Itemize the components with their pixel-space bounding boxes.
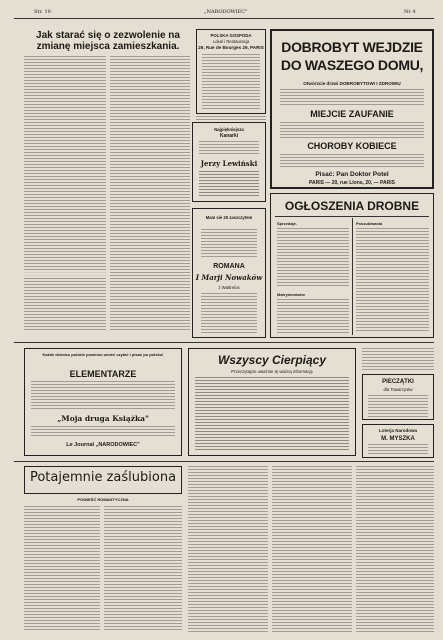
article-headline-line1: Jak starać się o zezwolenie na (36, 30, 180, 41)
ad-kanarki-line2: Kanarki (219, 133, 239, 139)
ad-romana-text-2 (201, 293, 257, 333)
ad-polska-address: 29, Rue de Bourges 29, PARIS (198, 45, 264, 50)
classifieds-search-head: Poszukiwania (356, 221, 383, 226)
ad-pieczatki (362, 374, 434, 420)
serial-rule (14, 461, 434, 462)
ad-dobrobyt-title1: DOBROBYT WEJDZIE (281, 39, 423, 55)
wszyscy-sub: Przeczytajcie uważnie tę ważną informację (231, 369, 313, 374)
loterja-title: Loterja Narodowa (378, 428, 417, 433)
classifieds-matrimonial-head: Matrymonialne (277, 292, 306, 297)
serial-column-2 (104, 506, 182, 632)
ad-romana-name1: ROMANA (213, 263, 245, 270)
serial-column-1 (24, 506, 100, 632)
ad-dobrobyt-trust: MIEJCIE ZAUFANIE (310, 109, 394, 119)
wszyscy-title: Wszyscy Cierpiący (217, 353, 327, 367)
page-number: Str. 10 (34, 9, 51, 15)
ad-romana-place: z Wattrelos (218, 285, 240, 290)
classifieds-sell-text (277, 228, 349, 288)
classifieds-title: OGŁOSZENIA DROBNE (284, 199, 420, 213)
ad-dobrobyt-text-1 (280, 89, 424, 105)
elementarze-title: ELEMENTARZE (69, 369, 137, 379)
ad-dobrobyt-text-3 (280, 154, 424, 168)
serial-subtitle: POWIEŚĆ ROMANTYCZNA (77, 497, 129, 502)
wszyscy-text (195, 377, 349, 451)
right-column-text (362, 348, 434, 370)
elementarze-notice: Każde dziecko polskie powinno umieć czytać i pisać po polsku! (42, 352, 164, 357)
elementarze-text (31, 381, 175, 411)
pieczatki-text (368, 395, 428, 417)
ad-dobrobyt-cures: CHOROBY KOBIECE (307, 141, 397, 151)
ad-romana-name2: I Marji Nowaków (195, 273, 263, 282)
elementarze-journal: Le Journal „NARODOWIEC" (66, 442, 140, 448)
ad-dobrobyt-doctor: Pisać: Pan Doktor Potel (315, 171, 389, 178)
classifieds-divider (352, 218, 353, 335)
section-rule (14, 342, 434, 343)
article-column-2 (110, 56, 190, 331)
ad-kanarki-text (199, 141, 259, 155)
loterja-text (368, 444, 428, 456)
ad-kanarki-name: Jerzy Lewiński (200, 159, 258, 168)
ad-polska-title: POLSKA GOSPODA (210, 33, 252, 38)
ad-dobrobyt (270, 29, 434, 189)
classifieds-search-text (356, 228, 429, 332)
ad-polska-sub: Lokal i Restauracja (212, 39, 250, 44)
article-headline (24, 30, 192, 52)
ad-romana (192, 208, 266, 338)
pieczatki-sub: dla Towarzystw (383, 387, 413, 392)
elementarze-text-2 (31, 426, 175, 438)
ad-dobrobyt-address: PARIS — 20, rue Lions, 20, — PARIS (309, 180, 395, 186)
serial-column-4 (272, 466, 352, 632)
ad-romana-pre: Mam sie 25 zaszczytem (205, 215, 253, 220)
serial-column-3 (188, 466, 268, 632)
classifieds-rule (275, 216, 429, 217)
classifieds-sell-head: Sprzedaje. (277, 221, 298, 226)
ad-kanarki-line1: Najpiękniejsza (214, 127, 244, 132)
article-gap (24, 272, 106, 276)
classifieds-matrimonial-text (277, 299, 349, 333)
ad-wszyscy-cierpiacy (188, 348, 356, 456)
paper-name: „NARODOWIEC" (204, 9, 248, 15)
serial-title-box (24, 466, 182, 494)
issue-number: Nr 4 (404, 9, 416, 15)
ad-dobrobyt-text-2 (280, 122, 424, 138)
ad-dobrobyt-title2: DO WASZEGO DOMU, (280, 57, 424, 73)
ad-kanarki-body (199, 171, 259, 197)
classifieds (270, 193, 434, 338)
ad-romana-text-1 (201, 229, 257, 259)
loterja-name: M. MYSZKA (381, 436, 415, 442)
pieczatki-title: PIECZĄTKI (382, 379, 414, 385)
middle-filler (196, 116, 266, 120)
ad-kanarki (192, 122, 266, 202)
serial-column-5 (356, 466, 434, 632)
ad-polska-text (202, 54, 260, 109)
ad-dobrobyt-sub: Otwórzcie drzwi DOBROBYTOWI I ZDROWIU (303, 81, 401, 86)
article-column-1 (24, 56, 106, 331)
ad-polska-gospoda (196, 29, 266, 114)
elementarze-book: „Moja druga Książka" (57, 414, 149, 423)
ad-loterja (362, 424, 434, 458)
article-headline-line2: zmianę miejsca zamieszkania. (36, 41, 180, 52)
page-header (14, 6, 434, 19)
serial-title: Potajemnie zaślubiona (29, 470, 177, 485)
ad-elementarze (24, 348, 182, 456)
